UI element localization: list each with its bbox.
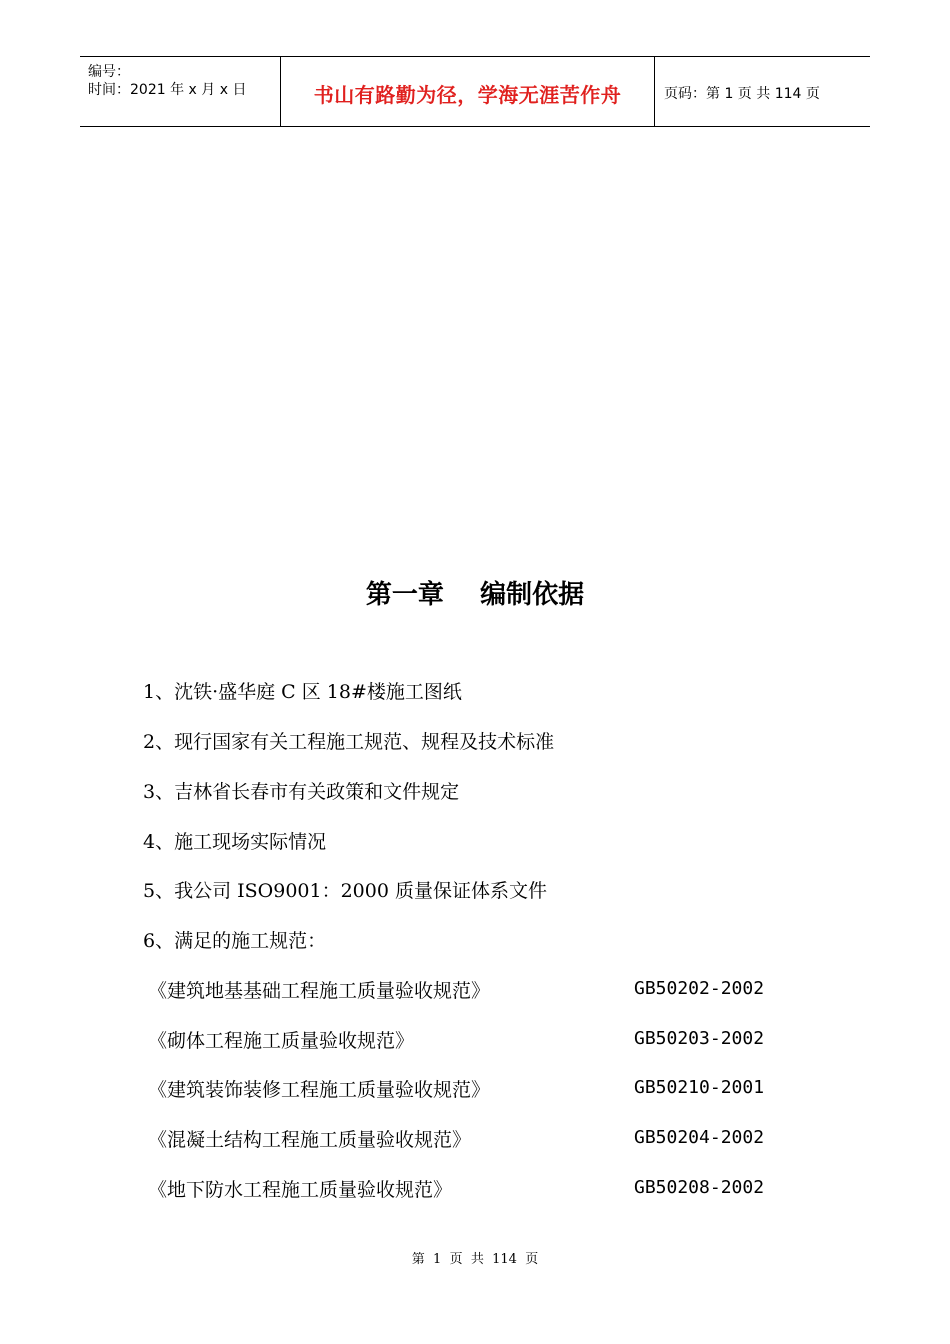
basis-item: 3、吉林省长春市有关政策和文件规定: [143, 781, 460, 803]
standard-code: GB50210-2001: [634, 1077, 765, 1098]
basis-item: 5、我公司 ISO9001：2000 质量保证体系文件: [143, 880, 547, 902]
date-label: 时间：2021 年 x 月 x 日: [88, 82, 247, 98]
basis-item: 2、现行国家有关工程施工规范、规程及技术标准: [143, 731, 555, 753]
standard-name: 《砌体工程施工质量验收规范》: [148, 1030, 415, 1052]
standard-name: 《建筑装饰装修工程施工质量验收规范》: [148, 1079, 491, 1101]
basis-item: 6、满足的施工规范：: [143, 930, 327, 952]
basis-item: 4、施工现场实际情况: [143, 831, 327, 853]
standard-name: 《建筑地基基础工程施工质量验收规范》: [148, 980, 491, 1002]
header-info-cell: [80, 57, 281, 126]
standard-name: 《混凝土结构工程施工质量验收规范》: [148, 1129, 472, 1151]
standard-name: 《地下防水工程施工质量验收规范》: [148, 1179, 453, 1201]
chapter-title: 第一章 编制依据: [365, 580, 585, 610]
standard-code: GB50203-2002: [634, 1028, 765, 1049]
standard-code: GB50208-2002: [634, 1177, 765, 1198]
page-footer: 第 1 页 共 114 页: [411, 1252, 539, 1267]
page-header: [80, 56, 870, 127]
header-page-cell: [655, 57, 870, 126]
basis-item: 1、沈铁·盛华庭 C 区 18#楼施工图纸: [143, 681, 462, 703]
motto-text: 书山有路勤为径，学海无涯苦作舟: [313, 83, 622, 107]
serial-number-label: 编号：: [88, 64, 130, 80]
header-motto-cell: [281, 57, 655, 126]
page-code: 页码：第 1 页 共 114 页: [664, 86, 820, 102]
standard-code: GB50202-2002: [634, 978, 765, 999]
standard-code: GB50204-2002: [634, 1127, 765, 1148]
